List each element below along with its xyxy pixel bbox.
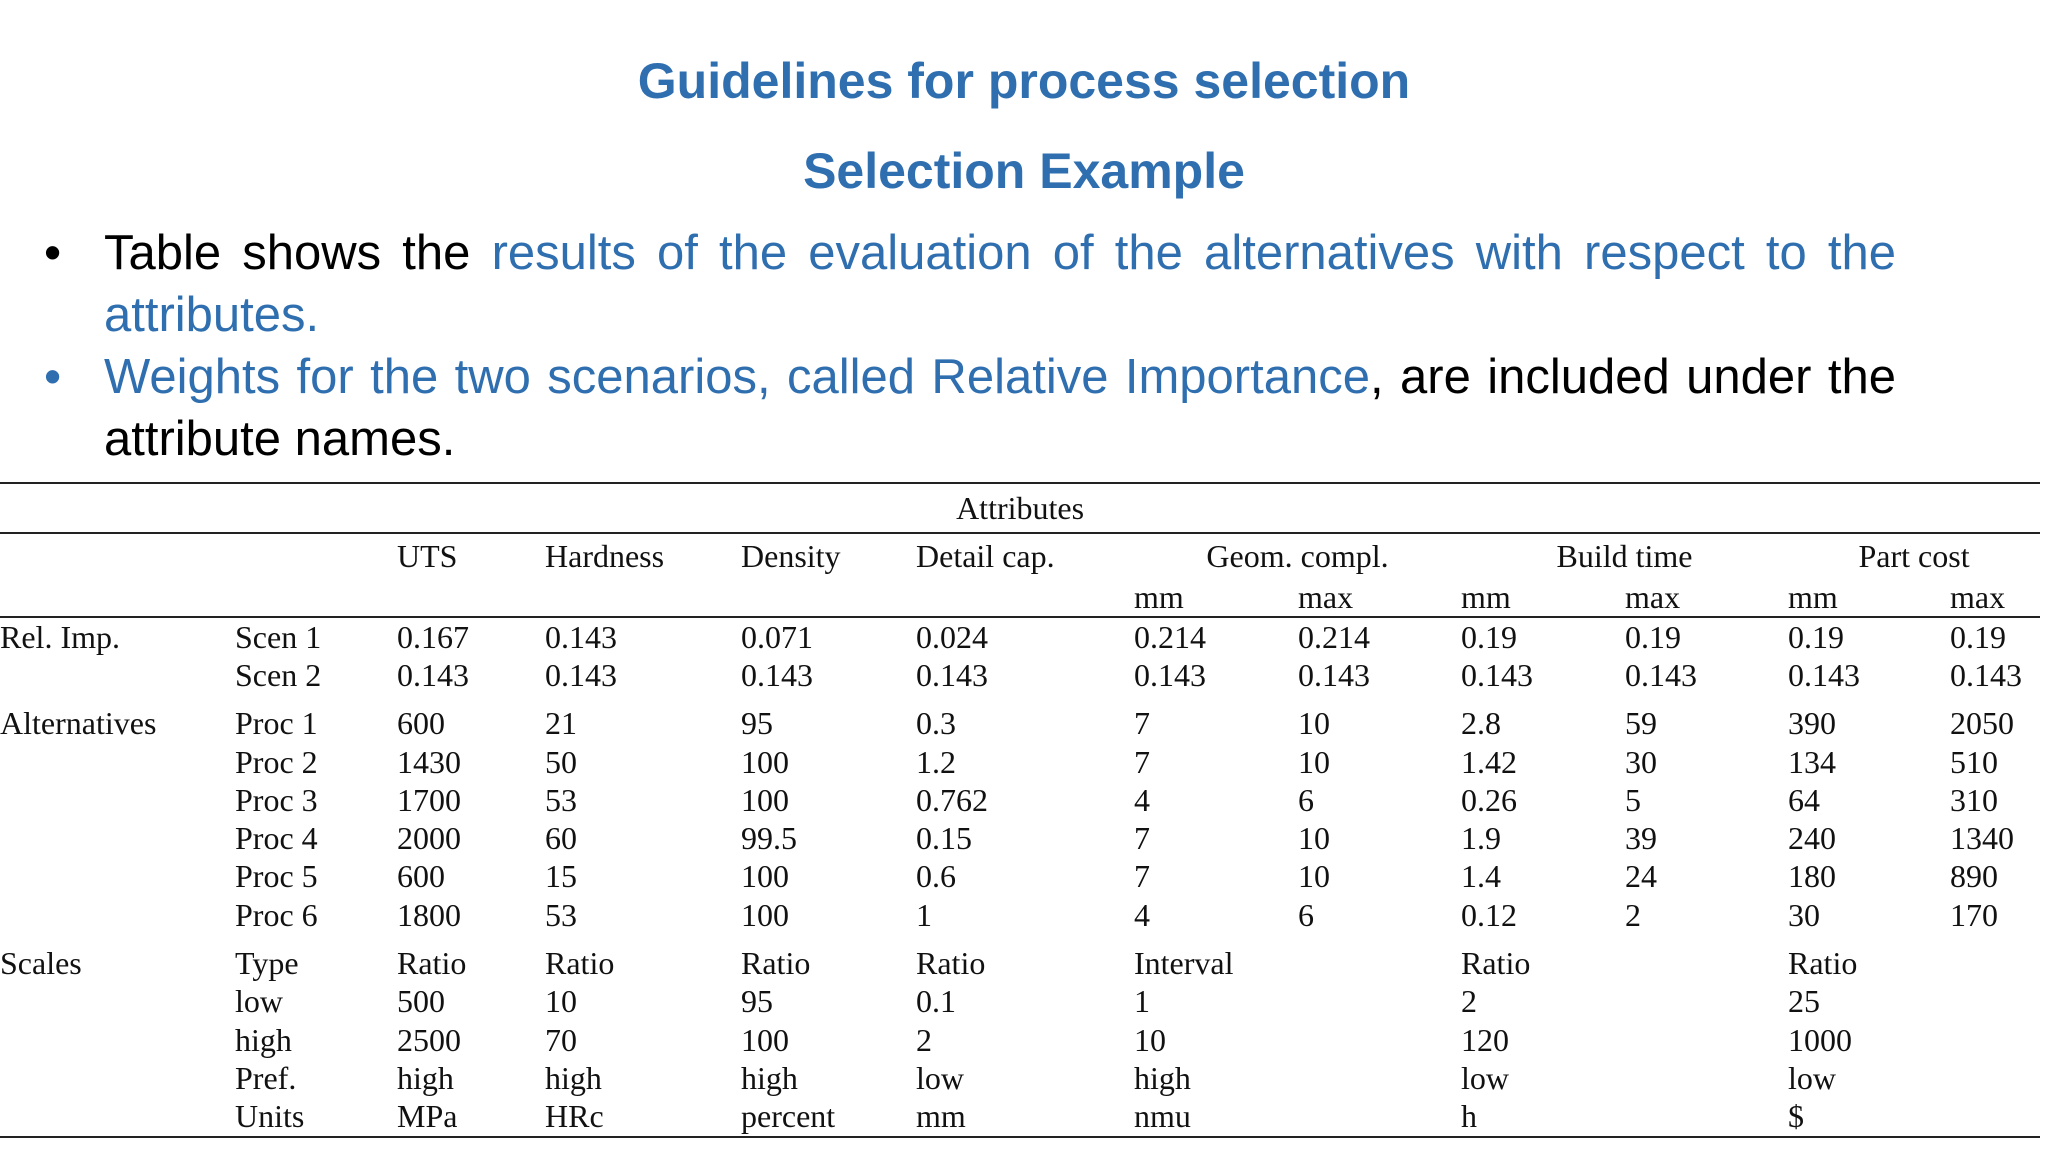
- row-label: Scen 1: [235, 618, 322, 655]
- table-cell: 180: [1788, 858, 1836, 895]
- bullet-item: [0, 346, 1896, 470]
- table-cell: 1.2: [916, 743, 956, 780]
- row-label: Proc 3: [235, 781, 318, 818]
- table-cell: 100: [741, 858, 789, 895]
- section-label: [0, 858, 235, 896]
- table-row: [0, 1098, 2040, 1137]
- subcolumn-header: mm: [1134, 578, 1184, 615]
- table-cell: 500: [397, 983, 445, 1020]
- table-cell: 0.071: [741, 618, 813, 655]
- table-cell: 39: [1625, 820, 1657, 857]
- table-cell: 6: [1298, 896, 1314, 933]
- table-cell: Ratio: [916, 945, 986, 982]
- table-cell: [1625, 983, 1788, 1021]
- table-cell: [1298, 944, 1461, 982]
- table-cell: 0.143: [1950, 656, 2022, 693]
- table-cell: [1950, 944, 2040, 982]
- row-label: Scen 2: [235, 656, 322, 693]
- table-cell: 1340: [1950, 820, 2014, 857]
- table-row: [0, 781, 2040, 819]
- table-cell: 120: [1461, 1021, 1509, 1058]
- table-cell: 0.143: [1134, 656, 1206, 693]
- table-cell: [1950, 983, 2040, 1021]
- subcolumn-header: max: [1298, 578, 1354, 615]
- section-label: [0, 896, 235, 934]
- section-label: [0, 781, 235, 819]
- table-cell: [1298, 1021, 1461, 1059]
- section-label: [0, 656, 235, 694]
- table-cell: high: [741, 1059, 798, 1096]
- table-cell: 310: [1950, 781, 1998, 818]
- table-cell: HRc: [545, 1098, 604, 1135]
- section-label: [0, 983, 235, 1021]
- table-row: [0, 1059, 2040, 1097]
- subcolumn-header: mm: [1461, 578, 1511, 615]
- table-cell: 1: [1134, 983, 1150, 1020]
- table-cell: 24: [1625, 858, 1657, 895]
- table-cell: 10: [545, 983, 577, 1020]
- table-cell: Ratio: [545, 945, 615, 982]
- section-label: Scales: [0, 945, 82, 982]
- table-cell: 0.214: [1298, 618, 1370, 655]
- table-cell: 2500: [397, 1021, 461, 1058]
- table-cell: 10: [1298, 743, 1330, 780]
- table-cell: nmu: [1134, 1098, 1191, 1135]
- table-cell: 10: [1298, 705, 1330, 742]
- table-cell: 95: [741, 983, 773, 1020]
- table-cell: 7: [1134, 705, 1150, 742]
- table-cell: 1800: [397, 896, 461, 933]
- table-cell: 1700: [397, 781, 461, 818]
- table-cell: 0.1: [916, 983, 956, 1020]
- table-cell: 1.9: [1461, 820, 1501, 857]
- bullet-text-highlight: results of the evaluation of the alternatives with respect to the attributes.: [104, 226, 1896, 342]
- table-cell: 5: [1625, 781, 1641, 818]
- column-header: Part cost: [1858, 537, 1970, 574]
- table-cell: 240: [1788, 820, 1836, 857]
- section-spacer: [0, 934, 2040, 944]
- table-cell: 0.26: [1461, 781, 1517, 818]
- section-label: [0, 743, 235, 781]
- table-cell: 600: [397, 858, 445, 895]
- table-cell: Ratio: [397, 945, 467, 982]
- row-label: high: [235, 1021, 292, 1058]
- table-cell: low: [916, 1059, 964, 1096]
- table-cell: Ratio: [1461, 945, 1531, 982]
- table-cell: MPa: [397, 1098, 458, 1135]
- section-label: [0, 1059, 235, 1097]
- table-row: [0, 743, 2040, 781]
- table-row: [0, 819, 2040, 857]
- bullet-item: [0, 222, 1896, 346]
- column-header: Build time: [1556, 537, 1693, 574]
- row-label: low: [235, 983, 283, 1020]
- table-cell: 53: [545, 781, 577, 818]
- table-cell: [1950, 1021, 2040, 1059]
- table-cell: Ratio: [741, 945, 811, 982]
- table-cell: 0.19: [1625, 618, 1681, 655]
- table-cell: 1.4: [1461, 858, 1501, 895]
- table-row: [0, 944, 2040, 982]
- table-cell: 7: [1134, 858, 1150, 895]
- table-cell: 53: [545, 896, 577, 933]
- table-cell: 30: [1788, 896, 1820, 933]
- table-cell: 0.167: [397, 618, 469, 655]
- table-body: [0, 617, 2040, 1137]
- table-cell: 134: [1788, 743, 1836, 780]
- table-cell: 170: [1950, 896, 1998, 933]
- table-cell: [1950, 1098, 2040, 1137]
- table-cell: 2: [1625, 896, 1641, 933]
- table-cell: 0.143: [1461, 656, 1533, 693]
- column-header: UTS: [397, 537, 458, 574]
- table-cell: 0.143: [545, 618, 617, 655]
- table-cell: 21: [545, 705, 577, 742]
- table-cell: 0.19: [1788, 618, 1844, 655]
- table-cell: 0.143: [741, 656, 813, 693]
- table-row: [0, 1021, 2040, 1059]
- row-label: Proc 1: [235, 705, 318, 742]
- table-cell: 2: [916, 1021, 932, 1058]
- table-row: [0, 705, 2040, 743]
- section-label: [0, 819, 235, 857]
- table-cell: 59: [1625, 705, 1657, 742]
- table-cell: 50: [545, 743, 577, 780]
- row-label: Type: [235, 945, 299, 982]
- subcolumn-header: max: [1950, 578, 2006, 615]
- table-cell: 95: [741, 705, 773, 742]
- table-cell: 0.762: [916, 781, 988, 818]
- section-label: Alternatives: [0, 705, 157, 742]
- column-header: Density: [741, 537, 841, 574]
- table-cell: 100: [741, 1021, 789, 1058]
- table-cell: 0.214: [1134, 618, 1206, 655]
- column-header: Detail cap.: [916, 537, 1055, 574]
- table-cell: 390: [1788, 705, 1836, 742]
- row-label: Proc 4: [235, 820, 318, 857]
- table-cell: [1625, 1098, 1788, 1137]
- table-cell: 0.143: [916, 656, 988, 693]
- table-row: [0, 617, 2040, 656]
- table-cell: 0.143: [545, 656, 617, 693]
- table-cell: $: [1788, 1098, 1804, 1135]
- table-cell: 0.19: [1461, 618, 1517, 655]
- table-row: [0, 656, 2040, 694]
- table-cell: 10: [1298, 820, 1330, 857]
- subcolumn-header: mm: [1788, 578, 1838, 615]
- slide-subtitle: Selection Example: [803, 143, 1245, 199]
- section-label: [0, 1021, 235, 1059]
- table-cell: 1: [916, 896, 932, 933]
- bullet-text: , are included under the attribute names.: [104, 350, 1896, 466]
- table-cell: 60: [545, 820, 577, 857]
- table-cell: 1.42: [1461, 743, 1517, 780]
- table-cell: Ratio: [1788, 945, 1858, 982]
- table-cell: 2.8: [1461, 705, 1501, 742]
- bullet-text-highlight: Weights for the two scenarios, called Relative Importance: [104, 350, 1370, 404]
- table-cell: 6: [1298, 781, 1314, 818]
- table-cell: 64: [1788, 781, 1820, 818]
- table-cell: 7: [1134, 743, 1150, 780]
- table-cell: 0.143: [1298, 656, 1370, 693]
- subcolumn-header: max: [1625, 578, 1681, 615]
- bullet-marker: •: [44, 226, 62, 280]
- table-cell: 10: [1298, 858, 1330, 895]
- table-cell: [1625, 1059, 1788, 1097]
- table-cell: [1625, 1021, 1788, 1059]
- row-label: Pref.: [235, 1059, 297, 1096]
- table-cell: 0.143: [1788, 656, 1860, 693]
- table-cell: 15: [545, 858, 577, 895]
- table-row: [0, 858, 2040, 896]
- table-cell: [1298, 983, 1461, 1021]
- table-cell: 1430: [397, 743, 461, 780]
- table-cell: 600: [397, 705, 445, 742]
- table-cell: low: [1461, 1059, 1509, 1096]
- table-cell: [1950, 1059, 2040, 1097]
- table-cell: 2050: [1950, 705, 2014, 742]
- table-cell: Interval: [1134, 945, 1234, 982]
- table-cell: 4: [1134, 896, 1150, 933]
- table-cell: 7: [1134, 820, 1150, 857]
- table-cell: 2: [1461, 983, 1477, 1020]
- table-cell: 30: [1625, 743, 1657, 780]
- table-cell: 0.6: [916, 858, 956, 895]
- table-cell: [1625, 944, 1788, 982]
- table-cell: 25: [1788, 983, 1820, 1020]
- column-header: Hardness: [545, 537, 665, 574]
- table-cell: 0.12: [1461, 896, 1517, 933]
- table-cell: high: [1134, 1059, 1191, 1096]
- table-cell: 99.5: [741, 820, 797, 857]
- table-cell: low: [1788, 1059, 1836, 1096]
- table-cell: [1298, 1059, 1461, 1097]
- row-label: Proc 2: [235, 743, 318, 780]
- bullet-text: Table shows the: [104, 226, 492, 280]
- section-label: Rel. Imp.: [0, 618, 120, 655]
- row-label: Proc 6: [235, 896, 318, 933]
- section-label: [0, 1098, 235, 1137]
- slide-title: Guidelines for process selection: [637, 53, 1411, 109]
- table-cell: 0.15: [916, 820, 972, 857]
- table-cell: 0.024: [916, 618, 988, 655]
- table-row: [0, 983, 2040, 1021]
- table-cell: 0.143: [397, 656, 469, 693]
- table-cell: 0.19: [1950, 618, 2006, 655]
- table-cell: high: [545, 1059, 602, 1096]
- table-cell: 510: [1950, 743, 1998, 780]
- row-label: Proc 5: [235, 858, 318, 895]
- table-cell: h: [1461, 1098, 1477, 1135]
- table-cell: percent: [741, 1098, 836, 1135]
- column-header: Geom. compl.: [1206, 537, 1389, 574]
- table-cell: mm: [916, 1098, 966, 1135]
- table-row: [0, 896, 2040, 934]
- table-cell: 70: [545, 1021, 577, 1058]
- table-cell: 1000: [1788, 1021, 1852, 1058]
- table-cell: 890: [1950, 858, 1998, 895]
- evaluation-table: [0, 482, 2040, 1138]
- table-cell: 10: [1134, 1021, 1166, 1058]
- section-spacer: [0, 695, 2040, 705]
- table-cell: 2000: [397, 820, 461, 857]
- bullet-list: [0, 222, 2048, 470]
- table-cell: 100: [741, 781, 789, 818]
- table-cell: 0.3: [916, 705, 956, 742]
- bullet-marker: •: [44, 350, 62, 404]
- table-cell: 100: [741, 896, 789, 933]
- table-cell: [1298, 1098, 1461, 1137]
- table-cell: 4: [1134, 781, 1150, 818]
- attributes-header: Attributes: [956, 489, 1085, 526]
- table-cell: 0.143: [1625, 656, 1697, 693]
- table-cell: 100: [741, 743, 789, 780]
- row-label: Units: [235, 1098, 305, 1135]
- table-cell: high: [397, 1059, 454, 1096]
